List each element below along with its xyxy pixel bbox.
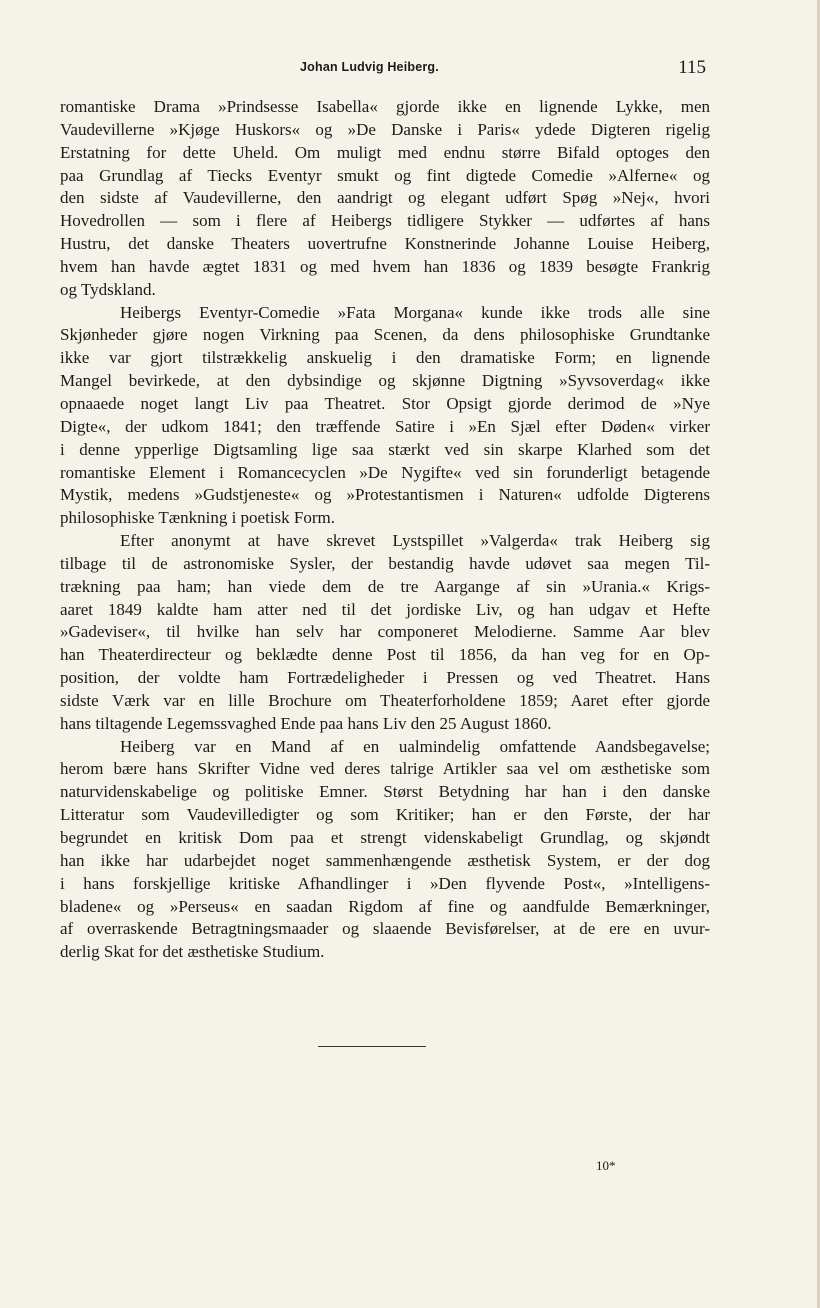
text-line: Mystik, medens »Gudstjeneste« og »Protestantismen i Naturen« udfolde Digterens: [60, 485, 710, 505]
text-line: Erstatning for dette Uheld. Om muligt med endnu større Bifald optoges den: [60, 142, 710, 162]
running-head: Johan Ludvig Heiberg.: [300, 60, 439, 74]
text-line: »Gadeviser«, til hvilke han selv har componeret Melodierne. Samme Aar blev: [60, 622, 710, 642]
text-line: trækning paa ham; han viede dem de tre Aargange af sin »Urania.« Krigs-: [60, 576, 710, 596]
text-line: Litteratur som Vaudevilledigter og som Kritiker; han er den Første, der har: [60, 805, 710, 825]
text-line: Efter anonymt at have skrevet Lystspillet »Valgerda« trak Heiberg sig: [120, 531, 710, 551]
text-line: position, der voldte ham Fortrædeligheder i Pressen og ved Theatret. Hans: [60, 668, 710, 688]
text-line: i denne ypperlige Digtsamling lige saa stærkt ved sin skarpe Klarhed som det: [60, 439, 710, 459]
text-line: Digte«, der udkom 1841; den træffende Satire i »En Sjæl efter Døden« virker: [60, 416, 710, 436]
text-line: den sidste af Vaudevillerne, den aandrigt og elegant udført Spøg »Nej«, hvori: [60, 188, 710, 208]
text-line: ikke var gjort tilstrækkelig anskuelig i den dramatiske Form; en lignende: [60, 348, 710, 368]
page-number: 115: [678, 57, 706, 78]
text-line: Heibergs Eventyr-Comedie »Fata Morgana« kunde ikke trods alle sine: [120, 302, 710, 322]
text-line: derlig Skat for det æsthetiske Studium.: [60, 942, 325, 962]
text-line: i hans forskjellige kritiske Afhandlinger i »Den flyvende Post«, »Intelligens-: [60, 873, 710, 893]
signature-mark: 10*: [596, 1158, 616, 1173]
text-line: han Theaterdirecteur og beklædte denne Post til 1856, da han veg for en Op-: [60, 645, 710, 665]
text-line: herom bære hans Skrifter Vidne ved deres talrige Artikler saa vel om æsthetiske som: [60, 759, 710, 779]
text-line: Skjønheder gjøre nogen Virkning paa Scenen, da dens philosophiske Grundtanke: [60, 325, 710, 345]
text-line: Vaudevillerne »Kjøge Huskors« og »De Danske i Paris« ydede Digteren rigelig: [60, 119, 710, 139]
text-line: romantiske Drama »Prindsesse Isabella« gjorde ikke en lignende Lykke, men: [60, 97, 710, 116]
body-text: [60, 96, 710, 964]
text-line: paa Grundlag af Tiecks Eventyr smukt og fint digtede Comedie »Alferne« og: [60, 165, 710, 185]
section-divider: [318, 1046, 426, 1047]
text-line: han ikke har udarbejdet noget sammenhængende æsthetisk System, er der dog: [60, 850, 710, 870]
text-line: hvem han havde ægtet 1831 og med hvem han 1836 og 1839 besøgte Frankrig: [60, 256, 710, 276]
text-line: tilbage til de astronomiske Sysler, der bestandig havde udøvet saa megen Til-: [60, 553, 710, 573]
text-line: bladene« og »Perseus« en saadan Rigdom af fine og aandfulde Bemærkninger,: [60, 896, 710, 916]
text-line: Hustru, det danske Theaters uovertrufne Konstnerinde Johanne Louise Heiberg,: [60, 234, 710, 254]
text-line: opnaaede noget langt Liv paa Theatret. Stor Opsigt gjorde derimod de »Nye: [60, 393, 710, 413]
text-line: Hovedrollen — som i flere af Heibergs tidligere Stykker — udførtes af hans: [60, 211, 710, 231]
text-line: sidste Værk var en lille Brochure om Theaterforholdene 1859; Aaret efter gjorde: [60, 690, 710, 710]
text-line: Mangel bevirkede, at den dybsindige og skjønne Digtning »Syvsoverdag« ikke: [60, 371, 710, 391]
text-line: begrundet en kritisk Dom paa et strengt videnskabeligt Grundlag, og skjøndt: [60, 828, 710, 847]
text-line: og Tydskland.: [60, 279, 156, 299]
text-line: hans tiltagende Legemssvaghed Ende paa hans Liv den 25 August 1860.: [60, 713, 552, 733]
text-line: romantiske Element i Romancecyclen »De Nygifte« ved sin forunderligt betagende: [60, 462, 710, 482]
text-line: naturvidenskabelige og politiske Emner. Størst Betydning har han i den danske: [60, 782, 710, 802]
text-line: philosophiske Tænkning i poetisk Form.: [60, 508, 336, 528]
text-line: Heiberg var en Mand af en ualmindelig omfattende Aandsbegavelse;: [120, 736, 710, 756]
text-line: af overraskende Betragtningsmaader og slaaende Bevisførelser, at de ere en uvur-: [60, 919, 710, 939]
text-line: aaret 1849 kaldte ham atter ned til det jordiske Liv, og han udgav et Hefte: [60, 599, 710, 619]
